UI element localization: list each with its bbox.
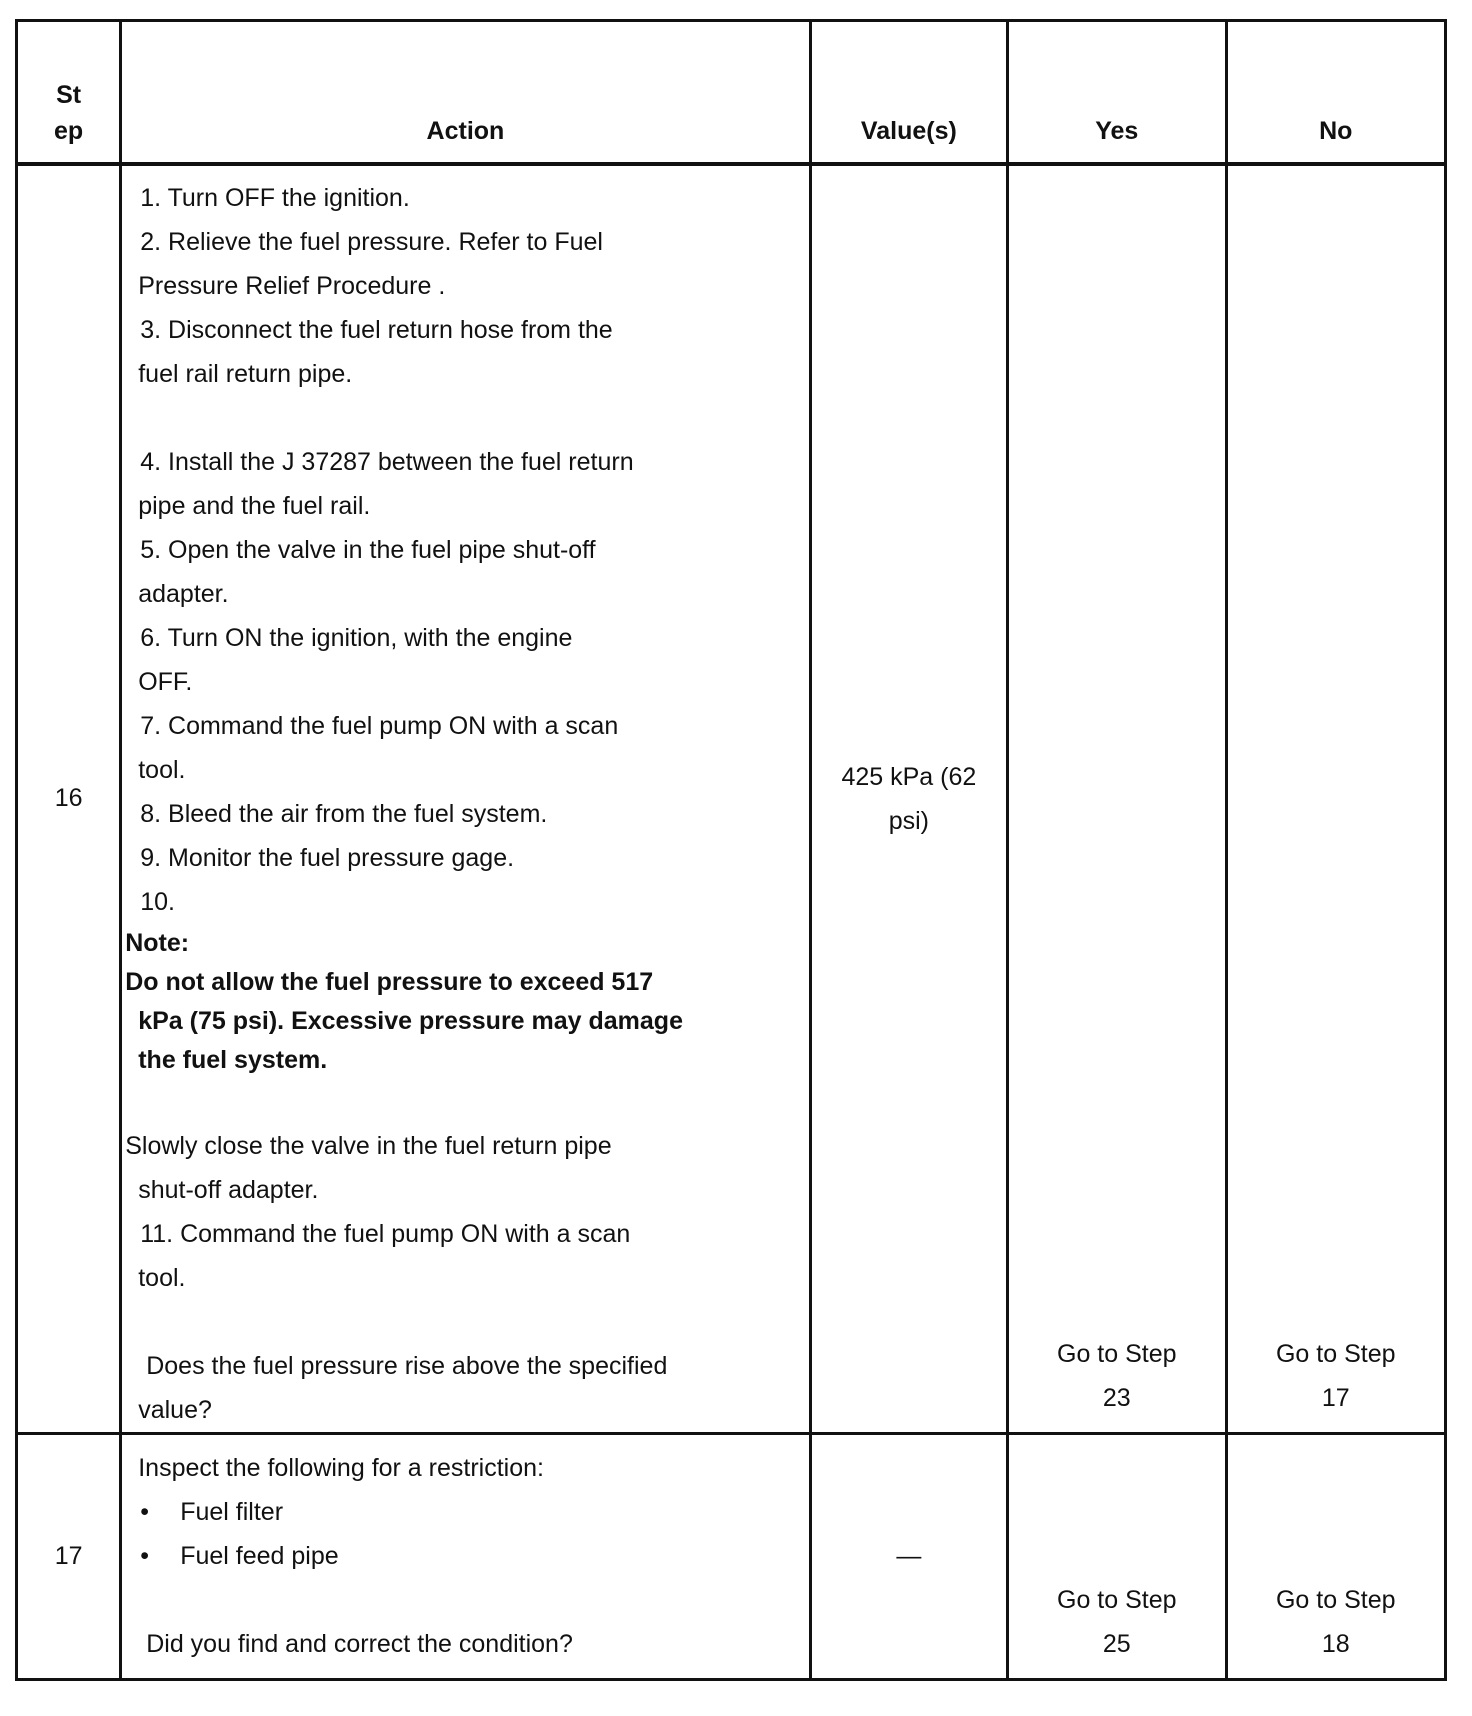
spacer [122, 1300, 808, 1344]
header-step-label: St ep [54, 81, 84, 146]
action-step-6: 6. Turn ON the ignition, with the engine [140, 623, 573, 652]
yes-step: 23 [1102, 1383, 1131, 1412]
action-slow-close: Slowly close the valve in the fuel return pipe [125, 1131, 612, 1160]
yes-goto: Go to Step [1057, 1585, 1177, 1614]
list-item-label: Fuel filter [180, 1497, 284, 1526]
note-text-cont: kPa (75 psi). Excessive pressure may damage [138, 1006, 683, 1035]
action-step-8: 8. Bleed the air from the fuel system. [140, 799, 548, 828]
yes-goto: Go to Step [1057, 1339, 1177, 1368]
action-cell [121, 1433, 810, 1679]
diagnostic-table [15, 19, 1447, 1681]
action-step-1: 1. Turn OFF the ignition. [140, 183, 410, 212]
action-intro: Inspect the following for a restriction: [138, 1453, 544, 1482]
spacer [122, 396, 808, 440]
action-question: Did you find and correct the condition? [146, 1629, 573, 1658]
step-number: 16 [17, 164, 121, 1434]
action-question: Does the fuel pressure rise above the specified [146, 1351, 668, 1380]
action-step-5-cont: adapter. [138, 579, 229, 608]
yes-cell [1008, 1433, 1226, 1679]
action-step-4-cont: pipe and the fuel rail. [138, 491, 371, 520]
action-slow-close-cont: shut-off adapter. [138, 1175, 319, 1204]
action-step-7: 7. Command the fuel pump ON with a scan [140, 711, 619, 740]
no-goto: Go to Step [1275, 1585, 1396, 1614]
list-item [122, 1490, 808, 1534]
value-text: — [896, 1542, 922, 1570]
action-step-5: 5. Open the valve in the fuel pipe shut-off [140, 535, 596, 564]
no-cell [1226, 1433, 1445, 1679]
header-no: No [1226, 21, 1445, 164]
header-action: Action [121, 21, 810, 164]
no-step: 17 [1321, 1383, 1350, 1412]
note-label: Note: [125, 928, 190, 957]
value-cell [810, 1433, 1007, 1679]
spacer [122, 1578, 808, 1622]
header-yes: Yes [1008, 21, 1226, 164]
header-step [17, 21, 121, 164]
spacer [122, 1080, 808, 1124]
header-row [17, 21, 1446, 164]
value-cell [810, 164, 1007, 1434]
list-item-label: Fuel feed pipe [180, 1541, 339, 1570]
action-step-2: 2. Relieve the fuel pressure. Refer to Fuel [140, 227, 603, 256]
yes-step: 25 [1102, 1629, 1131, 1658]
action-step-3: 3. Disconnect the fuel return hose from the [140, 315, 613, 344]
value-text: 425 kPa (62 [841, 762, 977, 791]
no-goto: Go to Step [1275, 1339, 1396, 1368]
yes-cell [1008, 164, 1226, 1434]
no-cell [1226, 164, 1445, 1434]
action-question-cont: value? [138, 1395, 212, 1424]
note-text: Do not allow the fuel pressure to exceed 517 [125, 967, 654, 996]
action-step-11-cont: tool. [138, 1263, 186, 1292]
action-step-11: 11. Command the fuel pump ON with a scan [140, 1219, 631, 1248]
action-cell [121, 164, 810, 1434]
action-step-10: 10. [140, 887, 175, 916]
note-text-cont: the fuel system. [138, 1045, 328, 1074]
value-text-cont: psi) [888, 806, 929, 835]
list-item [122, 1534, 808, 1578]
action-step-7-cont: tool. [138, 755, 186, 784]
action-step-6-cont: OFF. [138, 667, 193, 696]
action-step-9: 9. Monitor the fuel pressure gage. [140, 843, 515, 872]
action-step-3-cont: fuel rail return pipe. [138, 359, 353, 388]
step-number: 17 [17, 1433, 121, 1679]
header-values: Value(s) [810, 21, 1007, 164]
table-row [17, 164, 1446, 1434]
table-row [17, 1433, 1446, 1679]
bullet-glyph: • [140, 1497, 149, 1526]
bullet-glyph: • [140, 1541, 149, 1570]
action-step-4: 4. Install the J 37287 between the fuel return [140, 447, 634, 476]
action-step-2-cont: Pressure Relief Procedure . [138, 271, 446, 300]
no-step: 18 [1321, 1629, 1350, 1658]
